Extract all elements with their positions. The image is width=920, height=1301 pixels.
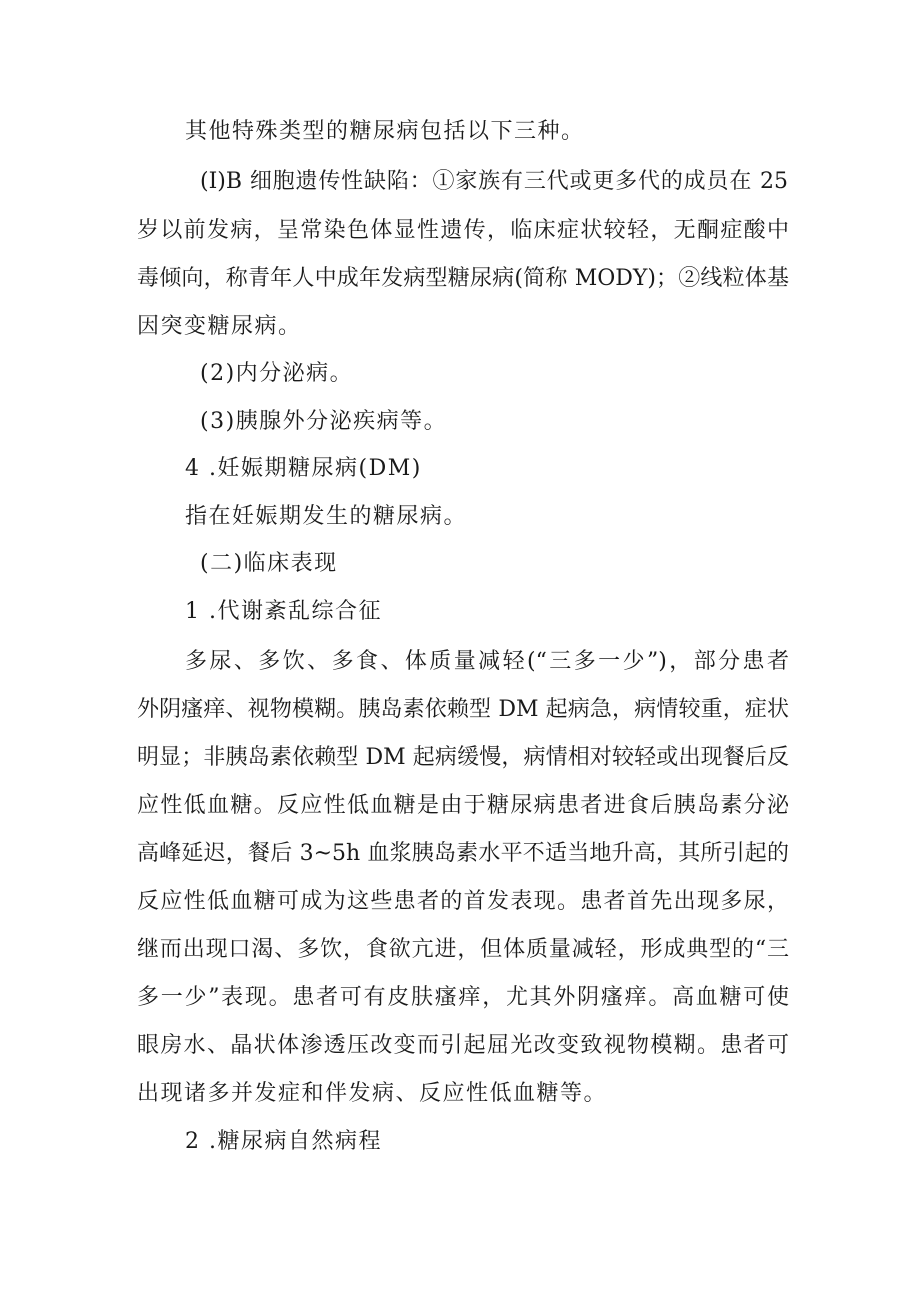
paragraph-line7: 继而出现口渴、多饮，食欲亢进，但体质量减轻，形成典型的“三 xyxy=(137,937,789,962)
intro-text: 其他特殊类型的糖尿病包括以下三种。 xyxy=(185,119,585,144)
paragraph-line9: 眼房水、晶状体渗透压改变而引起屈光改变致视物模糊。患者可 xyxy=(137,1033,789,1058)
item1-line4: 因突变糖尿病。 xyxy=(137,314,302,339)
paragraph-line4: 应性低血糖。反应性低血糖是由于糖尿病患者进食后胰岛素分泌 xyxy=(137,793,789,818)
paragraph-line3: 明显；非胰岛素依赖型 DM 起病缓慢，病情相对较轻或出现餐后反 xyxy=(137,745,789,770)
paragraph-line10: 出现诸多并发症和伴发病、反应性低血糖等。 xyxy=(137,1081,608,1106)
paragraph-line2: 外阴瘙痒、视物模糊。胰岛素依赖型 DM 起病急，病情较重，症状 xyxy=(137,697,789,722)
item1-line3: 毒倾向，称青年人中成年发病型糖尿病(简称 MODY)；②线粒体基 xyxy=(137,266,789,291)
item2-text: (2)内分泌病。 xyxy=(200,361,354,386)
section4-text: 指在妊娠期发生的糖尿病。 xyxy=(185,504,468,529)
item3-text: (3)胰腺外分泌疾病等。 xyxy=(200,409,448,434)
paragraph-line8: 多一少”表现。患者可有皮肤瘙痒，尤其外阴瘙痒。高血糖可使 xyxy=(137,985,789,1010)
paragraph-line1: 多尿、多饮、多食、体质量减轻(“三多一少”)，部分患者 xyxy=(185,649,789,674)
paragraph-line5: 高峰延迟，餐后 3~5h 血浆胰岛素水平不适当地升高，其所引起的 xyxy=(137,841,789,866)
subsection2-title: 2 .糖尿病自然病程 xyxy=(185,1129,382,1154)
item1-line1: (I)B 细胞遗传性缺陷：①家族有三代或更多代的成员在 25 xyxy=(200,169,788,194)
item1-line2: 岁以前发病，呈常染色体显性遗传，临床症状较轻，无酮症酸中 xyxy=(137,218,789,243)
section4-title: 4 .妊娠期糖尿病(DM) xyxy=(185,456,422,481)
paragraph-line6: 反应性低血糖可成为这些患者的首发表现。患者首先出现多尿， xyxy=(137,889,789,914)
clinical-heading: (二)临床表现 xyxy=(200,551,338,576)
subsection1-title: 1 .代谢紊乱综合征 xyxy=(185,599,382,624)
